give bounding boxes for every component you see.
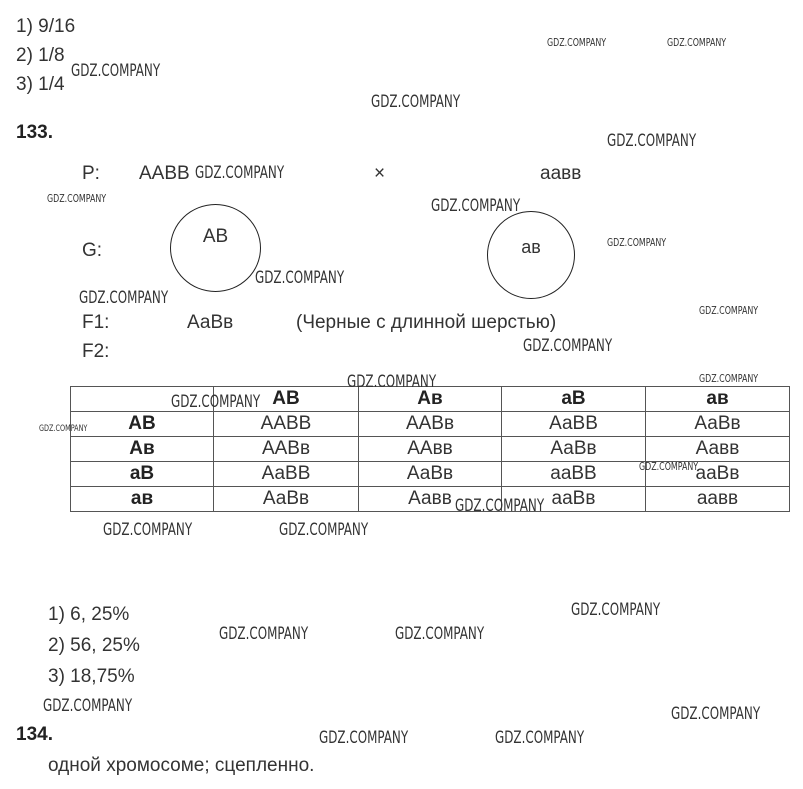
watermark: GDZ.COMPANY bbox=[71, 61, 161, 81]
watermark: GDZ.COMPANY bbox=[607, 131, 697, 151]
punnett-row bbox=[71, 487, 790, 512]
f1-genotype: АаВв bbox=[187, 312, 234, 333]
answer-132-2: 2) 1/8 bbox=[16, 45, 65, 66]
watermark: GDZ.COMPANY bbox=[319, 728, 409, 748]
watermark: GDZ.COMPANY bbox=[571, 600, 661, 620]
task-134-text: одной хромосоме; сцепленно. bbox=[48, 755, 315, 776]
watermark: GDZ.COMPANY bbox=[495, 728, 585, 748]
f1-phenotype: (Черные с длинной шерстью) bbox=[296, 312, 557, 333]
punnett-col-header: ав bbox=[646, 387, 790, 412]
f1-label: F1: bbox=[82, 312, 110, 333]
answer-133-3: 3) 18,75% bbox=[48, 666, 135, 687]
parent-mother-genotype: AABB bbox=[139, 163, 190, 184]
answer-132-3: 3) 1/4 bbox=[16, 74, 65, 95]
watermark: GDZ.COMPANY bbox=[79, 288, 169, 308]
parent-father-genotype: аавв bbox=[540, 163, 582, 184]
watermark: GDZ.COMPANY bbox=[103, 520, 193, 540]
punnett-cell: АаВв bbox=[646, 412, 790, 437]
watermark: GDZ.COMPANY bbox=[667, 36, 727, 49]
punnett-cell: АаВВ bbox=[502, 412, 646, 437]
gamete-1-label: AB bbox=[202, 226, 229, 247]
watermark: GDZ.COMPANY bbox=[671, 704, 761, 724]
parents-label: P: bbox=[82, 163, 100, 184]
punnett-cell: Аавв bbox=[359, 487, 502, 512]
watermark: GDZ.COMPANY bbox=[255, 268, 345, 288]
cross-symbol: × bbox=[374, 163, 386, 184]
watermark: GDZ.COMPANY bbox=[47, 192, 107, 205]
watermark: GDZ.COMPANY bbox=[371, 92, 461, 112]
punnett-row-header: аВ bbox=[71, 462, 214, 487]
watermark: GDZ.COMPANY bbox=[523, 336, 613, 356]
gamete-circle-1 bbox=[170, 204, 261, 292]
watermark: GDZ.COMPANY bbox=[455, 496, 545, 516]
punnett-row bbox=[71, 437, 790, 462]
punnett-cell: ааВв bbox=[502, 487, 646, 512]
punnett-col-header: аВ bbox=[502, 387, 646, 412]
watermark: GDZ.COMPANY bbox=[347, 372, 437, 392]
watermark: GDZ.COMPANY bbox=[547, 36, 607, 49]
punnett-cell: ааВВ bbox=[502, 462, 646, 487]
watermark: GDZ.COMPANY bbox=[219, 624, 309, 644]
punnett-row-header: AB bbox=[71, 412, 214, 437]
watermark: GDZ.COMPANY bbox=[639, 460, 699, 473]
watermark: GDZ.COMPANY bbox=[39, 424, 88, 434]
punnett-cell: ААВв bbox=[214, 437, 359, 462]
punnett-cell: АаВв bbox=[359, 462, 502, 487]
punnett-cell: ааВв bbox=[646, 462, 790, 487]
gamete-2-label: ав bbox=[521, 236, 541, 257]
punnett-row-header: Ав bbox=[71, 437, 214, 462]
watermark: GDZ.COMPANY bbox=[171, 392, 261, 412]
punnett-cell: ААВВ bbox=[214, 412, 359, 437]
punnett-cell: АаВв bbox=[502, 437, 646, 462]
watermark: GDZ.COMPANY bbox=[43, 696, 133, 716]
answer-133-2: 2) 56, 25% bbox=[48, 635, 140, 656]
punnett-cell: ААвв bbox=[359, 437, 502, 462]
punnett-cell: АаВВ bbox=[214, 462, 359, 487]
task-133-number: 133. bbox=[16, 122, 53, 143]
punnett-cell: АаВв bbox=[214, 487, 359, 512]
watermark: GDZ.COMPANY bbox=[279, 520, 369, 540]
punnett-cell: Аавв bbox=[646, 437, 790, 462]
f2-label: F2: bbox=[82, 341, 110, 362]
watermark: GDZ.COMPANY bbox=[431, 196, 521, 216]
punnett-cell: аавв bbox=[646, 487, 790, 512]
answer-133-1: 1) 6, 25% bbox=[48, 604, 130, 625]
punnett-row-header: ав bbox=[71, 487, 214, 512]
punnett-col-header: Ав bbox=[359, 387, 502, 412]
watermark: GDZ.COMPANY bbox=[607, 236, 667, 249]
answer-132-1: 1) 9/16 bbox=[16, 16, 76, 37]
watermark: GDZ.COMPANY bbox=[195, 163, 285, 183]
punnett-col-header: AB bbox=[214, 387, 359, 412]
gamete-circle-2 bbox=[487, 211, 575, 299]
watermark: GDZ.COMPANY bbox=[699, 372, 759, 385]
gametes-label: G: bbox=[82, 240, 103, 261]
punnett-cell: ААВв bbox=[359, 412, 502, 437]
task-134-number: 134. bbox=[16, 724, 53, 745]
punnett-row bbox=[71, 412, 790, 437]
watermark: GDZ.COMPANY bbox=[395, 624, 485, 644]
watermark: GDZ.COMPANY bbox=[699, 304, 759, 317]
